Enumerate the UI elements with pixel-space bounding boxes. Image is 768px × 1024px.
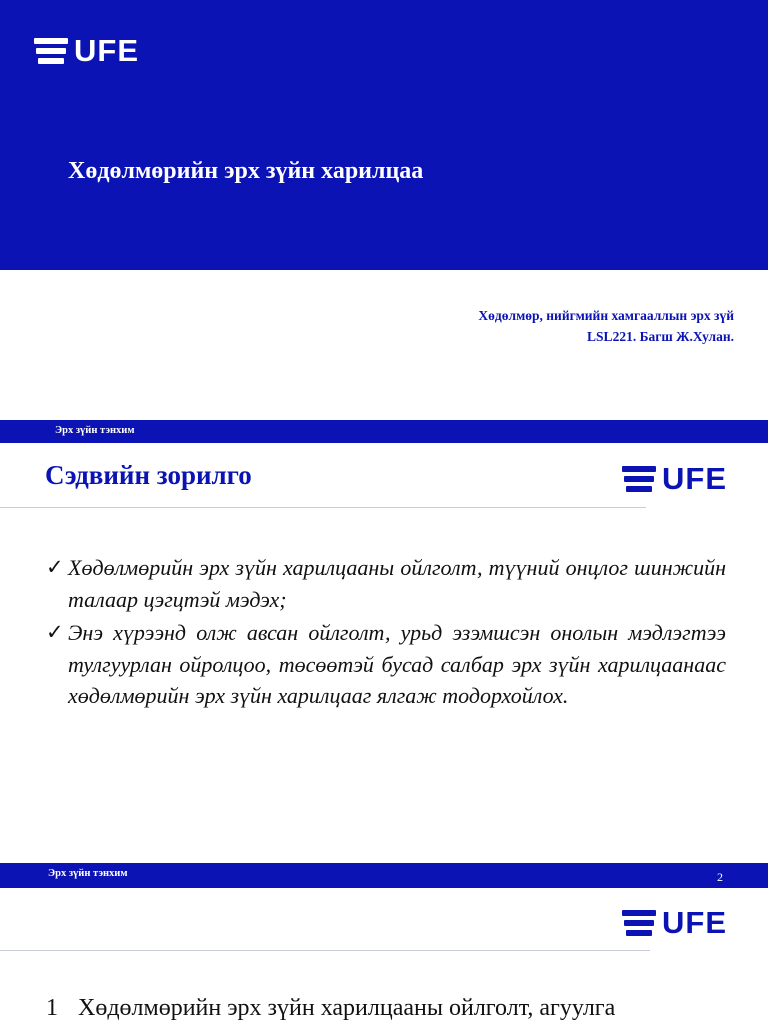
bullet-text: Энэ хүрээнд олж авсан ойлголт, урьд эзэмшсэн онолын мэдлэгтээ тулгуурлан ойролцоо, төсөөтэй бусад салбар эрх зүйн харилцаанаас хөдөлмөрийн эрх зүйн харилцааг ялгаж тодорхойлох. — [68, 620, 726, 708]
bullet-text: Хөдөлмөрийн эрх зүйн харилцааны ойлголт, түүний онцлог шинжийн талаар цэгцтэй мэдэх; — [68, 555, 726, 612]
course-code-teacher: LSL221. Багш Ж.Хулан. — [587, 329, 734, 344]
presentation-title: Хөдөлмөрийн эрх зүйн харилцаа — [68, 158, 424, 184]
outline-text: Хөдөлмөрийн эрх зүйн харилцааны ойлголт, агуулга — [78, 995, 616, 1021]
outline-item — [46, 995, 615, 1022]
ufe-logo-mark-icon — [622, 464, 656, 494]
slide2-divider — [0, 507, 646, 508]
ufe-logo-mark-icon — [622, 908, 656, 938]
footer-department: Эрх зүйн тэнхим — [48, 868, 128, 879]
footer-department: Эрх зүйн тэнхим — [55, 425, 135, 436]
ufe-logo-text: UFE — [74, 33, 139, 68]
slide2-title: Сэдвийн зорилго — [45, 460, 252, 490]
course-name: Хөдөлмөр, нийгмийн хамгааллын эрх зүй — [478, 308, 734, 323]
check-icon: ✓ — [46, 555, 64, 579]
title-slide-banner — [0, 0, 768, 270]
slide3-divider — [0, 950, 650, 951]
objectives-list — [46, 552, 726, 714]
list-item — [46, 617, 726, 712]
ufe-logo — [622, 905, 727, 941]
page-number: 2 — [717, 870, 723, 884]
ufe-logo — [622, 461, 727, 497]
course-info — [478, 305, 734, 347]
slide2-footer — [0, 863, 768, 888]
slide1-footer — [0, 420, 768, 443]
outline-number: 1 — [46, 995, 58, 1021]
list-item — [46, 552, 726, 615]
ufe-logo-text: UFE — [662, 905, 727, 940]
ufe-logo-text: UFE — [662, 461, 727, 496]
check-icon: ✓ — [46, 620, 64, 644]
ufe-logo-mark-icon — [34, 36, 68, 66]
ufe-logo — [34, 33, 139, 69]
